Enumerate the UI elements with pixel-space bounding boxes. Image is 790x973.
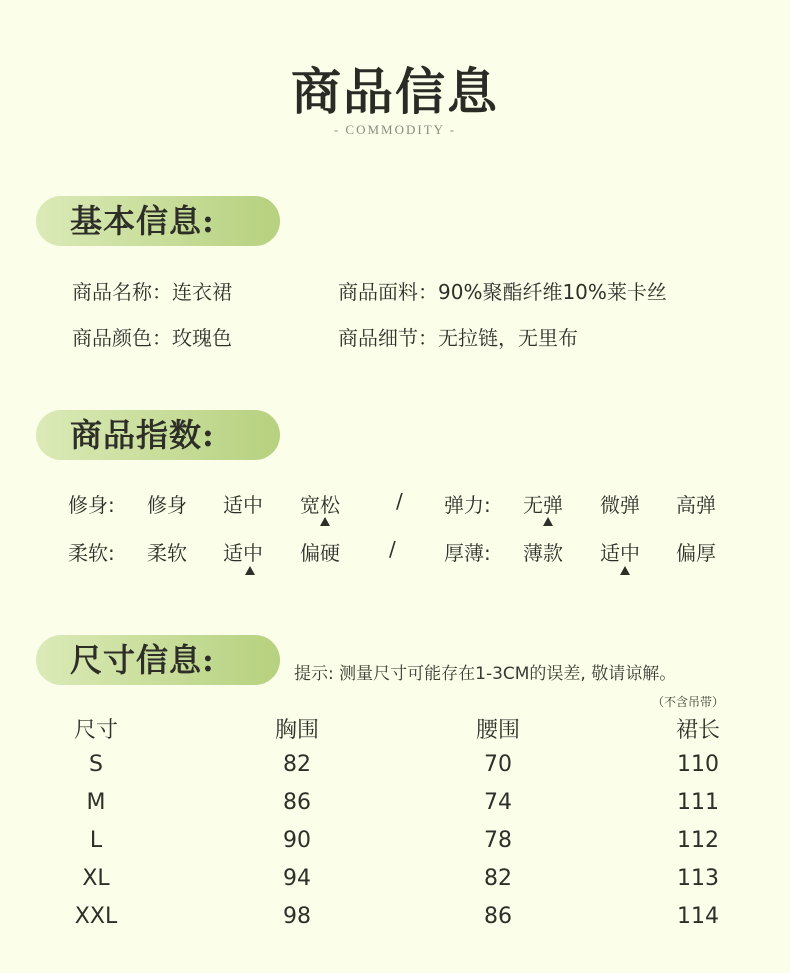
index-label-elastic: 弹力: — [444, 493, 491, 517]
table-cell-waist: 82 — [484, 866, 512, 891]
index-option-softness-1: 柔软 — [147, 541, 187, 565]
table-cell-length: 113 — [677, 866, 719, 891]
info-product-name: 商品名称：连衣裙 — [72, 280, 232, 304]
table-header-waist: 腰围 — [475, 718, 520, 743]
table-cell-bust: 90 — [283, 828, 311, 853]
table-cell-waist: 70 — [484, 752, 512, 777]
table-cell-waist: 74 — [484, 790, 512, 815]
table-cell-size: XL — [82, 866, 110, 891]
table-cell-bust: 94 — [283, 866, 311, 891]
table-cell-waist: 86 — [484, 904, 512, 929]
size-tip-text: 提示: 测量尺寸可能存在1-3CM的误差, 敬请谅解。 — [294, 664, 677, 684]
index-separator: / — [389, 537, 396, 561]
index-option-elastic-1: 无弹 — [523, 493, 563, 517]
index-option-softness-2: 适中 — [223, 541, 263, 565]
table-cell-size: L — [89, 828, 103, 853]
index-option-elastic-3: 高弹 — [676, 493, 716, 517]
index-label-fit: 修身: — [68, 493, 115, 517]
page-title: 商品信息 — [291, 62, 499, 121]
table-cell-bust: 86 — [283, 790, 311, 815]
table-header-size: 尺寸 — [73, 718, 118, 743]
index-option-thickness-2: 适中 — [600, 541, 640, 565]
table-cell-bust: 82 — [283, 752, 311, 777]
page-subtitle: - COMMODITY - — [333, 122, 457, 137]
index-separator: / — [396, 489, 403, 513]
section-heading-index: 商品指数: — [36, 410, 280, 460]
index-selected-marker-softness — [245, 566, 255, 575]
table-cell-length: 111 — [677, 790, 719, 815]
table-cell-bust: 98 — [283, 904, 311, 929]
info-product-detail: 商品细节：无拉链，无里布 — [338, 326, 578, 350]
index-option-fit-2: 适中 — [223, 493, 263, 517]
index-option-softness-3: 偏硬 — [300, 541, 340, 565]
index-option-elastic-2: 微弹 — [600, 493, 640, 517]
index-selected-marker-thickness — [620, 566, 630, 575]
index-selected-marker-fit — [320, 517, 330, 526]
index-selected-marker-elastic — [543, 517, 553, 526]
table-cell-size: XXL — [74, 904, 118, 929]
table-header-bust: 胸围 — [274, 718, 319, 743]
index-option-fit-3: 宽松 — [300, 493, 340, 517]
index-label-thickness: 厚薄: — [444, 541, 491, 565]
info-product-fabric: 商品面料：90%聚酯纤维10%莱卡丝 — [338, 280, 667, 304]
section-heading-basic: 基本信息: — [36, 196, 280, 246]
table-cell-waist: 78 — [484, 828, 512, 853]
index-option-fit-1: 修身 — [147, 493, 187, 517]
section-heading-size: 尺寸信息: — [36, 635, 280, 685]
info-product-color: 商品颜色：玫瑰色 — [72, 326, 232, 350]
table-cell-length: 112 — [677, 828, 719, 853]
index-label-softness: 柔软: — [68, 541, 115, 565]
skirt-length-note: （不含吊带） — [652, 695, 725, 709]
table-cell-size: M — [86, 790, 106, 815]
index-option-thickness-3: 偏厚 — [676, 541, 716, 565]
index-option-thickness-1: 薄款 — [523, 541, 563, 565]
table-cell-length: 110 — [677, 752, 719, 777]
table-header-length: 裙长 — [675, 718, 720, 743]
table-cell-size: S — [89, 752, 103, 777]
table-cell-length: 114 — [677, 904, 719, 929]
